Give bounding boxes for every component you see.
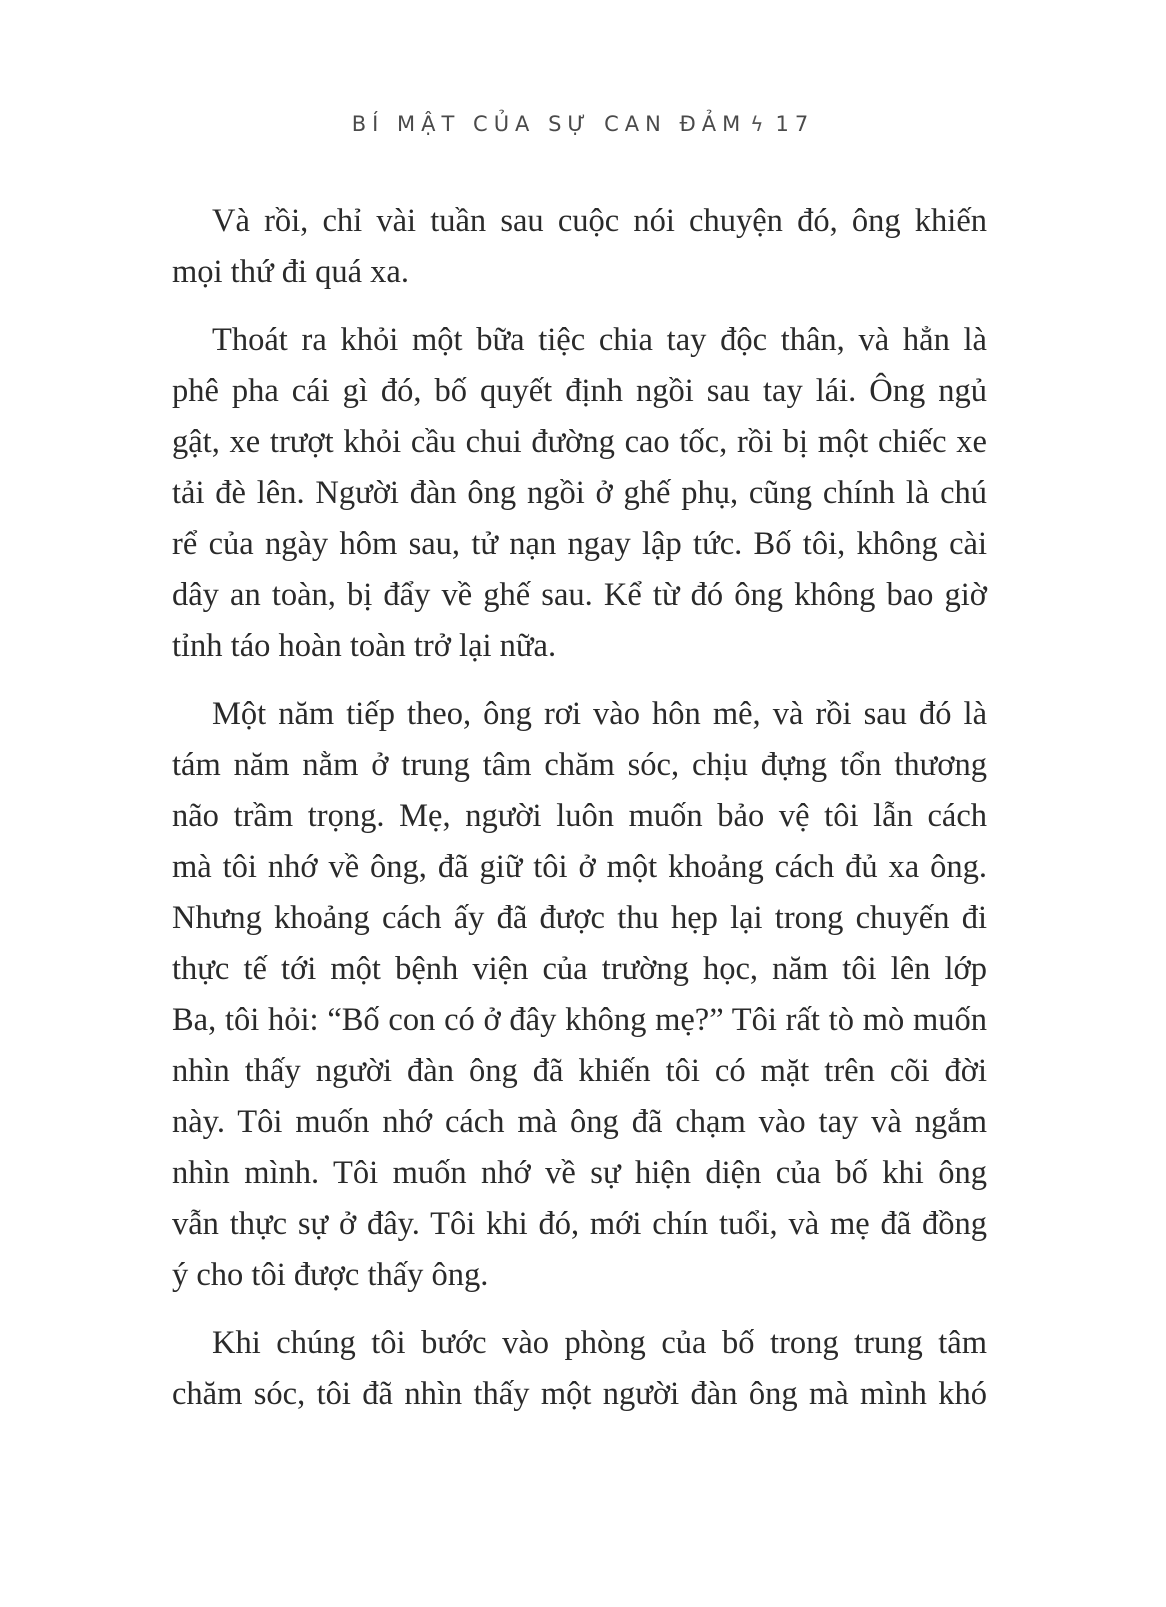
text-line: Ba, tôi hỏi: “Bố con có ở đây không mẹ?” Tôi rất tò mò muốn: [172, 1002, 987, 1038]
text-line: thực tế tới một bệnh viện của trường học, năm tôi lên lớp: [172, 951, 987, 987]
text-line: tám năm nằm ở trung tâm chăm sóc, chịu đựng tổn thương: [172, 747, 987, 783]
paragraph-2: [172, 315, 987, 672]
text-line: Khi chúng tôi bước vào phòng của bố trong trung tâm: [212, 1325, 987, 1361]
text-line: tải đè lên. Người đàn ông ngồi ở ghế phụ, cũng chính là chú: [172, 475, 987, 511]
paragraph-1: [172, 196, 987, 298]
text-line: phê pha cái gì đó, bố quyết định ngồi sau tay lái. Ông ngủ: [172, 373, 987, 409]
text-line: Một năm tiếp theo, ông rơi vào hôn mê, và rồi sau đó là: [212, 696, 987, 732]
running-header: [0, 112, 1166, 136]
lightning-bolt-icon: ϟ: [750, 112, 764, 136]
text-line: tỉnh táo hoàn toàn trở lại nữa.: [172, 628, 557, 664]
text-line: này. Tôi muốn nhớ cách mà ông đã chạm vào tay và ngắm: [172, 1104, 987, 1140]
text-line: não trầm trọng. Mẹ, người luôn muốn bảo vệ tôi lẫn cách: [172, 798, 987, 834]
book-title: BÍ MẬT CỦA SỰ CAN ĐẢM: [351, 112, 747, 136]
text-line: chăm sóc, tôi đã nhìn thấy một người đàn ông mà mình khó: [172, 1376, 987, 1412]
page-number: 17: [775, 112, 815, 136]
page-body: [172, 196, 987, 1420]
text-line: Và rồi, chỉ vài tuần sau cuộc nói chuyện đó, ông khiến: [212, 203, 987, 239]
text-line: dây an toàn, bị đẩy về ghế sau. Kể từ đó ông không bao giờ: [172, 577, 987, 613]
text-line: nhìn thấy người đàn ông đã khiến tôi có mặt trên cõi đời: [172, 1053, 987, 1089]
text-line: nhìn mình. Tôi muốn nhớ về sự hiện diện của bố khi ông: [172, 1155, 987, 1191]
text-line: rể của ngày hôm sau, tử nạn ngay lập tức. Bố tôi, không cài: [172, 526, 987, 562]
text-line: ý cho tôi được thấy ông.: [172, 1257, 489, 1293]
paragraph-4: [172, 1318, 987, 1420]
text-line: Nhưng khoảng cách ấy đã được thu hẹp lại trong chuyến đi: [172, 900, 987, 936]
text-line: mà tôi nhớ về ông, đã giữ tôi ở một khoảng cách đủ xa ông.: [172, 849, 987, 885]
text-line: mọi thứ đi quá xa.: [172, 254, 409, 290]
paragraph-3: [172, 689, 987, 1301]
text-line: vẫn thực sự ở đây. Tôi khi đó, mới chín tuổi, và mẹ đã đồng: [172, 1206, 987, 1242]
text-line: gật, xe trượt khỏi cầu chui đường cao tốc, rồi bị một chiếc xe: [172, 424, 987, 460]
text-line: Thoát ra khỏi một bữa tiệc chia tay độc thân, và hẳn là: [212, 322, 987, 358]
